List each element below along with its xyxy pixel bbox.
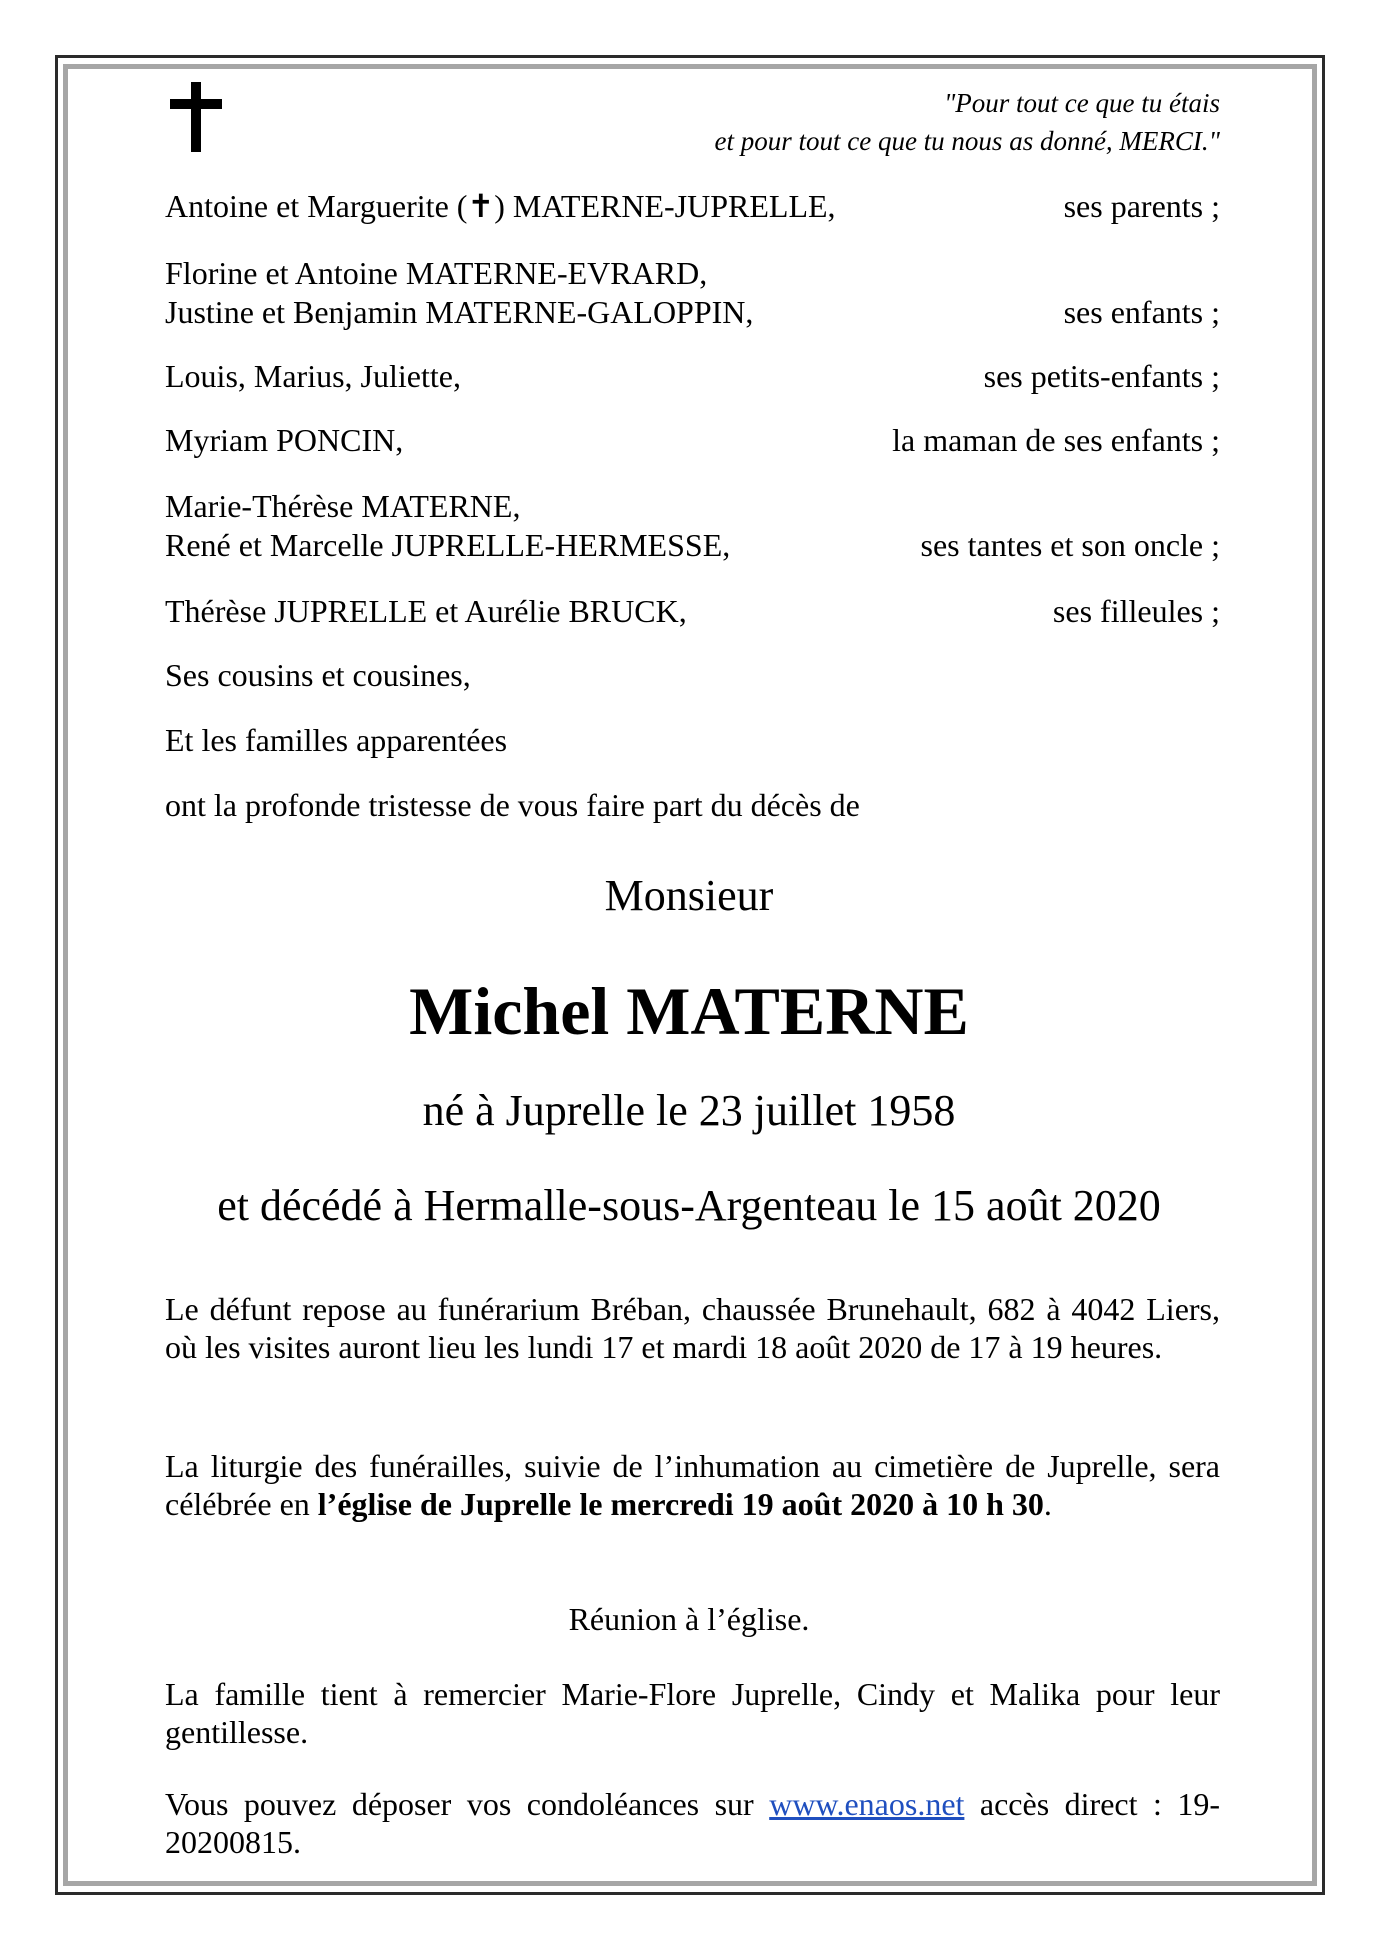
reunion-line: Réunion à l’église. xyxy=(568,1601,810,1637)
liturgy-paragraph xyxy=(165,1447,1220,1523)
epigraph-line-2: et pour tout ce que tu nous as donné, MERCI." xyxy=(714,126,1220,156)
family-row-mother xyxy=(165,421,1220,460)
family-names: Louis, Marius, Juliette, xyxy=(165,358,461,394)
family-names: Myriam PONCIN, xyxy=(165,422,404,458)
family-row-grandchildren xyxy=(165,357,1220,396)
announcement-line: ont la profonde tristesse de vous faire part du décès de xyxy=(165,787,860,823)
family-row-aunts-uncle xyxy=(165,487,1220,565)
family-names: René et Marcelle JUPRELLE-HERMESSE, xyxy=(165,527,731,563)
family-row-goddaughters xyxy=(165,592,1220,631)
visit-paragraph: Le défunt repose au funérarium Bréban, chaussée Brunehault, 682 à 4042 Liers, où les visites auront lieu les lundi 17 et mardi 18 août 2020 de 17 à 19 heures. xyxy=(165,1291,1220,1365)
family-names: Antoine et Marguerite (✝) MATERNE-JUPRELLE, xyxy=(165,188,836,224)
thanks-paragraph: La famille tient à remercier Marie-Flore Juprelle, Cindy et Malika pour leur gentillesse. xyxy=(165,1676,1220,1750)
epigraph-line-1: "Pour tout ce que tu étais xyxy=(943,88,1220,118)
cross-icon xyxy=(170,82,222,152)
cousins-line: Ses cousins et cousines, xyxy=(165,657,471,693)
condolences-paragraph xyxy=(165,1785,1220,1861)
family-row-children xyxy=(165,254,1220,332)
family-relation: ses tantes et son oncle ; xyxy=(920,527,1220,563)
family-names: Justine et Benjamin MATERNE-GALOPPIN, xyxy=(165,294,754,330)
family-relation: ses petits-enfants ; xyxy=(983,358,1220,394)
family-row-parents xyxy=(165,187,1220,226)
family-relation: ses enfants ; xyxy=(1063,294,1220,330)
liturgy-end: . xyxy=(1043,1486,1052,1522)
family-relation: ses parents ; xyxy=(1063,188,1220,224)
family-names: Thérèse JUPRELLE et Aurélie BRUCK, xyxy=(165,593,687,629)
family-relation: ses filleules ; xyxy=(1052,593,1220,629)
epigraph xyxy=(714,84,1220,160)
family-names: Florine et Antoine MATERNE-EVRARD, xyxy=(165,255,708,291)
condolences-link[interactable]: www.enaos.net xyxy=(769,1786,965,1822)
deceased-name: Michel MATERNE xyxy=(409,973,969,1049)
family-names: Marie-Thérèse MATERNE, xyxy=(165,488,521,524)
liturgy-text: La liturgie des funérailles, suivie de l’inhumation au cimetière de Juprelle, sera célébrée en xyxy=(165,1448,1220,1522)
liturgy-date: l’église de Juprelle le mercredi 19 août 2020 à 10 h 30 xyxy=(317,1486,1044,1522)
families-line: Et les familles apparentées xyxy=(165,722,508,758)
family-relation: la maman de ses enfants ; xyxy=(892,422,1220,458)
death-line: et décédé à Hermalle-sous-Argenteau le 15 août 2020 xyxy=(217,1181,1161,1230)
condolences-access: accès direct : 19-20200815. xyxy=(165,1786,1221,1860)
condolences-text: Vous pouvez déposer vos condoléances sur xyxy=(165,1786,770,1822)
honorific: Monsieur xyxy=(604,871,774,920)
birth-line: né à Juprelle le 23 juillet 1958 xyxy=(422,1086,956,1135)
